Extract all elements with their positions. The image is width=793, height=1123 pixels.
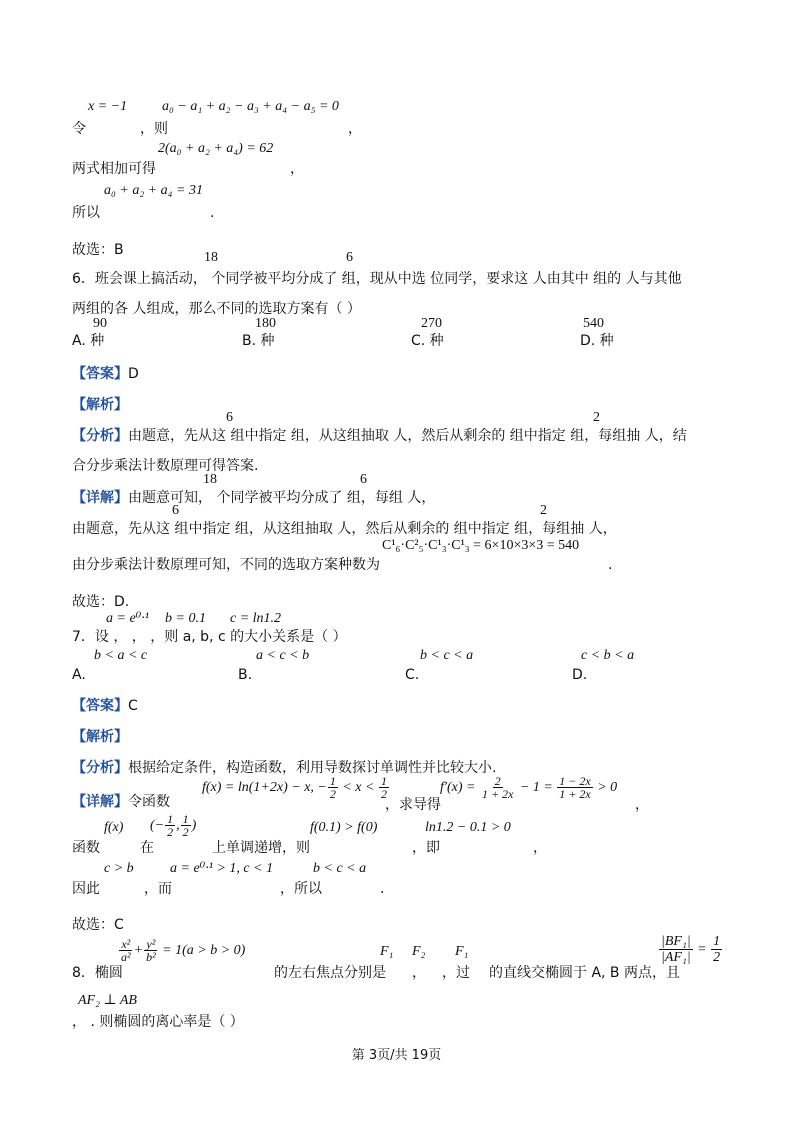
xiangjie-text: 由题意可知， 个同学被平均分成了 组，每组 人， [128, 490, 436, 506]
xiangjie-line2: 由题意，先从这 组中指定 组，从这组抽取 人，然后从剩余的 组中指定 组，每组抽 人， [72, 521, 617, 537]
math-num-2: 2 [593, 410, 600, 425]
analysis-tag: 【解析】 [72, 397, 128, 413]
math-fx: f(x) = ln(1+2x) − x, − [202, 780, 327, 795]
option-d-math: c < b < a [581, 648, 635, 663]
fraction-denominator: 1 + 2x [559, 787, 591, 802]
fraction-numerator: 1 [167, 812, 174, 827]
fenxi-tag: 【分析】 [72, 428, 128, 444]
option-c-math: b < c < a [420, 648, 474, 663]
fenxi-text: 由题意，先从这 组中指定 组，从这组抽取 人，然后从剩余的 组中指定 组，每组抽 人，结 [128, 428, 687, 444]
math-interval [150, 812, 196, 840]
math-num-2: 2 [540, 503, 547, 518]
fraction-denominator: 2 [182, 825, 189, 840]
math-f2: F₂ [412, 944, 426, 959]
text-hanshu: 函数 [72, 840, 100, 856]
answer-value: C [128, 698, 138, 714]
fraction-numerator: 2 [494, 774, 501, 789]
choice-line: 故选：B [72, 242, 124, 258]
math-perpendicular: AF₂ ⊥ AB [78, 993, 137, 1008]
fraction [711, 934, 722, 965]
text-foci: 的左右焦点分别是 [274, 965, 386, 981]
text-period: . [210, 205, 215, 221]
option-a-value: 90 [93, 316, 107, 331]
math-inequality: f(0.1) > f(0) [310, 820, 378, 835]
math-num-6: 6 [172, 503, 179, 518]
fraction [659, 934, 693, 965]
math-num-6: 6 [226, 410, 233, 425]
xiangjie-tag: 【详解】 [72, 490, 128, 506]
fraction-denominator: |AF₁| [661, 950, 691, 966]
math-equals: = [693, 942, 711, 957]
math-result: a₀ + a₂ + a₄ = 31 [104, 183, 203, 198]
text-period: . [380, 881, 385, 897]
fraction-numerator: 1 − 2x [559, 774, 591, 789]
math-fx: f(x) [104, 820, 124, 835]
xiangjie-line [72, 794, 170, 810]
answer-line [72, 366, 139, 382]
fraction-denominator: 2 [167, 825, 174, 840]
fraction-numerator: |BF₁| [661, 934, 691, 950]
text-ji: ，即 [412, 840, 440, 856]
math-function-def [202, 774, 390, 802]
fraction [119, 938, 133, 963]
question-8-line2: ， . 则椭圆的离心率是（ ） [72, 1014, 244, 1030]
math-c-def: c = ln1.2 [230, 611, 282, 626]
fraction-numerator: 1 [713, 934, 721, 950]
option-c: C. [405, 667, 420, 683]
choice-line: 故选：C [72, 917, 124, 933]
fraction [144, 938, 158, 963]
math-num-6: 6 [360, 472, 367, 487]
fraction-numerator: 1 [182, 812, 189, 827]
math-combination-formula: C¹₆·C²₅·C¹₃·C¹₃ = 6×10×3×3 = 540 [382, 538, 580, 553]
fraction-numerator: 1 [329, 774, 336, 789]
fraction [557, 775, 592, 800]
text-ze: ，则 [140, 121, 168, 137]
math-b-def: b = 0.1 [165, 611, 206, 626]
math-double-sum: 2(a₀ + a₂ + a₄) = 62 [158, 141, 274, 156]
fraction-denominator: 2 [380, 787, 387, 802]
fraction-denominator: b² [146, 950, 156, 965]
text-so: 所以 [72, 205, 100, 221]
text-sep: ， [412, 965, 426, 981]
fraction-numerator: x² [121, 937, 131, 952]
math-ellipse-rest: = 1(a > b > 0) [158, 943, 246, 958]
text-comma: ， [348, 121, 362, 137]
fraction [480, 775, 515, 800]
question-6-stem-line1: 6．班会课上搞活动， 个同学被平均分成了 组，现从中选 位同学，要求这 人由其中 组的 人与其他 [72, 271, 682, 287]
fenxi-line [72, 428, 687, 444]
answer-value: D [128, 366, 139, 382]
option-b: B. 种 [242, 333, 275, 349]
xiangjie-line1 [72, 490, 435, 506]
math-ln-result: ln1.2 − 0.1 > 0 [425, 820, 511, 835]
fraction [165, 813, 175, 838]
fenxi-tag: 【分析】 [72, 760, 128, 776]
math-f1: F₁ [455, 944, 469, 959]
math-f1: F₁ [380, 944, 394, 959]
fraction [181, 813, 191, 838]
option-d: D. 种 [580, 333, 614, 349]
comma: , [176, 818, 180, 833]
math-derivative [440, 774, 617, 802]
text-comma: ， [635, 797, 649, 813]
fraction-denominator: 1 + 2x [481, 787, 514, 802]
math-condition-x: x = −1 [88, 99, 128, 114]
option-b-value: 180 [255, 316, 276, 331]
xiangjie-tag: 【详解】 [72, 794, 128, 810]
math-num-18: 18 [203, 472, 217, 487]
math-ellipse-equation: $\frac{\text{x²}}{\text{a²}}$ + $\frac{\text{y²}}{\text{b²}}$ = 1(a > b > 0) [121, 937, 246, 965]
text-period: . [608, 557, 613, 573]
text-suoyi: ，所以 [280, 881, 322, 897]
option-b: B. [238, 667, 253, 683]
math-deriv-lhs: f′(x) = [440, 780, 479, 795]
math-lt: < x < [338, 780, 378, 795]
math-a-def: a = e⁰·¹ [106, 611, 149, 626]
math-deriv-end: > 0 [593, 780, 618, 795]
fraction-denominator: a² [121, 950, 131, 965]
math-num-18: 18 [204, 250, 218, 265]
text-line-intersects: 的直线交椭圆于 A, B 两点，且 [489, 965, 680, 981]
text-comma: ， [290, 161, 304, 177]
page-footer: 第 3页/共 19页 [351, 1048, 442, 1063]
math-c-gt-b: c > b [104, 861, 134, 876]
text-hence: 因此 [72, 881, 100, 897]
fraction-denominator: 2 [329, 787, 336, 802]
choice-line: 故选：D. [72, 594, 130, 610]
xiangjie-line3: 由分步乘法计数原理可知，不同的选取方案种数为 [72, 557, 380, 573]
option-a-math: b < a < c [94, 648, 148, 663]
fraction-numerator: y² [146, 937, 156, 952]
fenxi-text: 根据给定条件，构造函数，利用导数探讨单调性并比较大小. [128, 760, 497, 776]
fraction-numerator: 1 [380, 774, 387, 789]
answer-tag: 【答案】 [72, 698, 128, 714]
text-er: ，而 [144, 881, 172, 897]
fenxi-line2: 合分步乘法计数原理可得答案. [72, 458, 259, 474]
option-c: C. 种 [411, 333, 444, 349]
text-deriv: ，求导得 [385, 797, 441, 813]
text-comma: ， [533, 840, 547, 856]
text-guo: ，过 [442, 965, 470, 981]
option-c-value: 270 [421, 316, 442, 331]
math-final-order: b < c < a [313, 861, 367, 876]
fraction-half [328, 775, 338, 800]
analysis-tag: 【解析】 [72, 729, 128, 745]
option-a: A. [72, 667, 86, 683]
option-d: D. [572, 667, 588, 683]
answer-line [72, 698, 138, 714]
question-8-prefix: 8．椭圆 [72, 965, 123, 981]
option-a: A. 种 [72, 333, 105, 349]
option-b-math: a < c < b [256, 648, 310, 663]
math-deriv-mid: − 1 = [516, 780, 557, 795]
paren-close: ) [191, 818, 197, 833]
text-increasing: 上单调递增，则 [212, 840, 310, 856]
math-alternating-sum: a₀ − a₁ + a₂ − a₃ + a₄ − a₅ = 0 [162, 99, 339, 114]
paren-open: (− [150, 818, 165, 833]
answer-tag: 【答案】 [72, 366, 128, 382]
text-zai: 在 [140, 840, 154, 856]
question-7-stem: 7．设 ， ， ，则 a, b, c 的大小关系是（ ） [72, 629, 347, 645]
math-a-bound: a = e⁰·¹ > 1, c < 1 [170, 861, 274, 876]
xiangjie-text: 令函数 [128, 794, 170, 810]
text-ling: 令 [72, 121, 86, 137]
question-6-stem-line2: 两组的各 人组成，那么不同的选取方案有（ ） [72, 301, 361, 317]
option-d-value: 540 [583, 316, 604, 331]
fraction-denominator: 2 [713, 950, 721, 966]
math-num-6: 6 [346, 250, 353, 265]
text-add: 两式相加可得 [72, 161, 156, 177]
math-ratio [658, 930, 723, 970]
